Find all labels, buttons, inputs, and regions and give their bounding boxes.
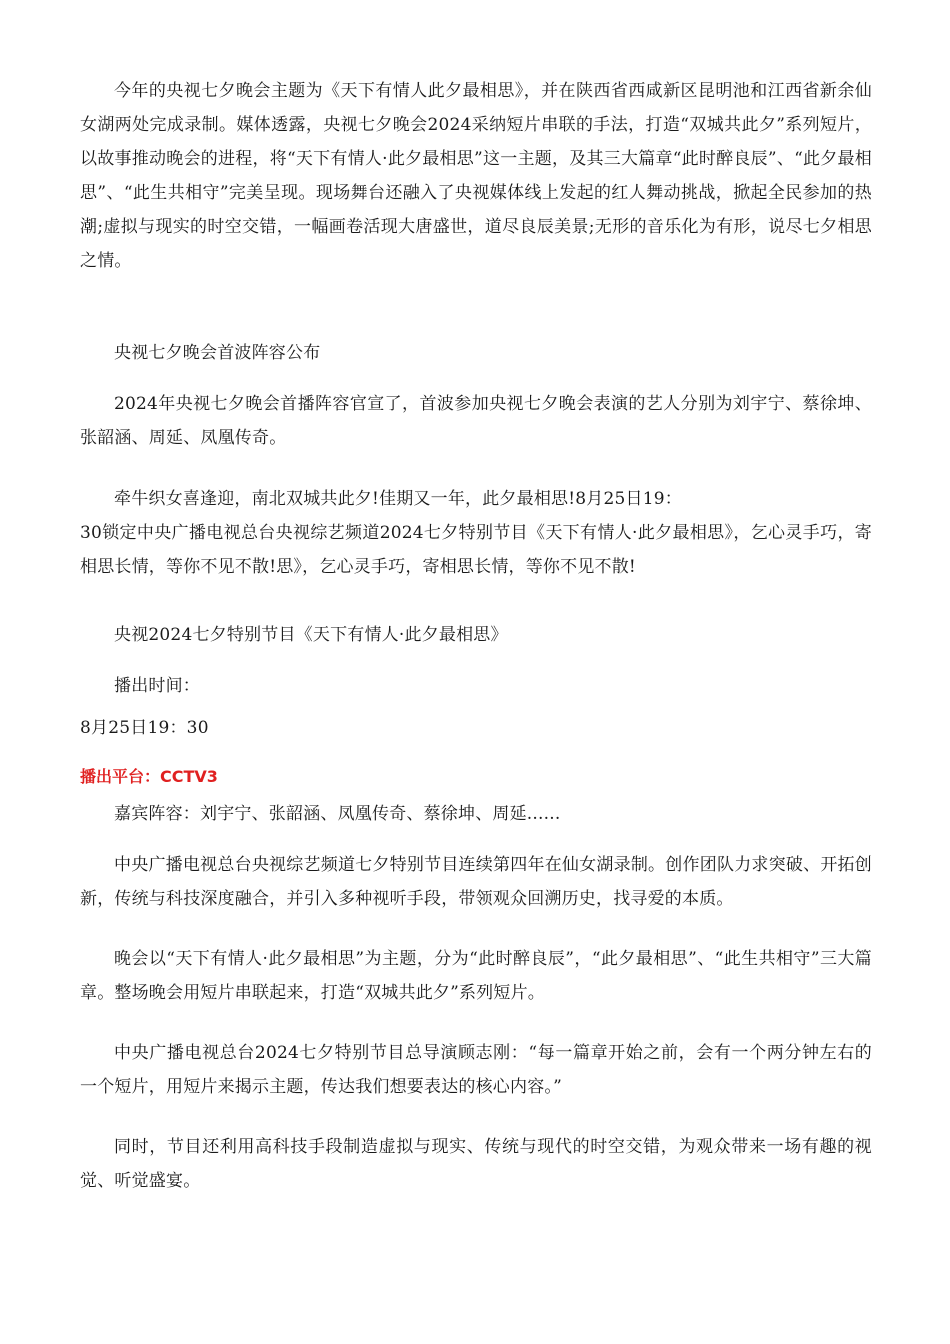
- airtime-value: 8月25日19：30: [80, 718, 209, 738]
- paragraph-theme: 晚会以“天下有情人·此夕最相思”为主题，分为“此时醉良辰”，“此夕最相思”、“此生共相守”三大篇章。整场晚会用短片串联起来，打造“双城共此夕”系列短片。: [80, 949, 872, 1003]
- paragraph-announcement-first-line: 牵牛织女喜逢迎，南北双城共此夕!佳期又一年，此夕最相思!8月25日19：: [114, 489, 682, 509]
- paragraph-technology: 同时，节目还利用高科技手段制造虚拟与现实、传统与现代的时空交错，为观众带来一场有趣的视觉、听觉盛宴。: [80, 1137, 872, 1191]
- program-title: 央视2024七夕特别节目《天下有情人·此夕最相思》: [114, 625, 508, 645]
- section-heading-lineup: 央视七夕晚会首波阵容公布: [114, 343, 321, 363]
- airtime-label: 播出时间：: [114, 676, 200, 696]
- paragraph-intro: 今年的央视七夕晚会主题为《天下有情人此夕最相思》，并在陕西省西咸新区昆明池和江西省新余仙女湖两处完成录制。媒体透露，央视七夕晚会2024采纳短片串联的手法，打造“双城共此夕”系列短片，以故事推动晚会的进程，将“天下有情人·此夕最相思”这一主题，及其三大篇章“此时醉良辰”、“此夕最相思”、“此生共相守”完美呈现。现场舞台还融入了央视媒体线上发起的红人舞动挑战，掀起全民参加的热潮;虚拟与现实的时空交错，一幅画卷活现大唐盛世，道尽良辰美景;无形的音乐化为有形，说尽七夕相思之情。: [80, 81, 872, 271]
- guest-lineup: 嘉宾阵容：刘宇宁、张韶涵、凤凰传奇、蔡徐坤、周延......: [114, 804, 561, 824]
- platform-label: 播出平台：CCTV3: [80, 767, 218, 786]
- paragraph-announcement-rest: 30锁定中央广播电视总台央视综艺频道2024七夕特别节目《天下有情人·此夕最相思》，乞心灵手巧，寄相思长情，等你不见不散!思》，乞心灵手巧，寄相思长情，等你不见不散!: [80, 523, 872, 577]
- paragraph-lineup: 2024年央视七夕晚会首播阵容官宣了，首波参加央视七夕晚会表演的艺人分别为刘宇宁、蔡徐坤、张韶涵、周延、凤凰传奇。: [80, 394, 872, 448]
- paragraph-director-quote: 中央广播电视总台2024七夕特别节目总导演顾志刚：“每一篇章开始之前，会有一个两分钟左右的一个短片，用短片来揭示主题，传达我们想要表达的核心内容。”: [80, 1043, 872, 1097]
- paragraph-recording: 中央广播电视总台央视综艺频道七夕特别节目连续第四年在仙女湖录制。创作团队力求突破、开拓创新，传统与科技深度融合，并引入多种视听手段，带领观众回溯历史，找寻爱的本质。: [80, 855, 872, 909]
